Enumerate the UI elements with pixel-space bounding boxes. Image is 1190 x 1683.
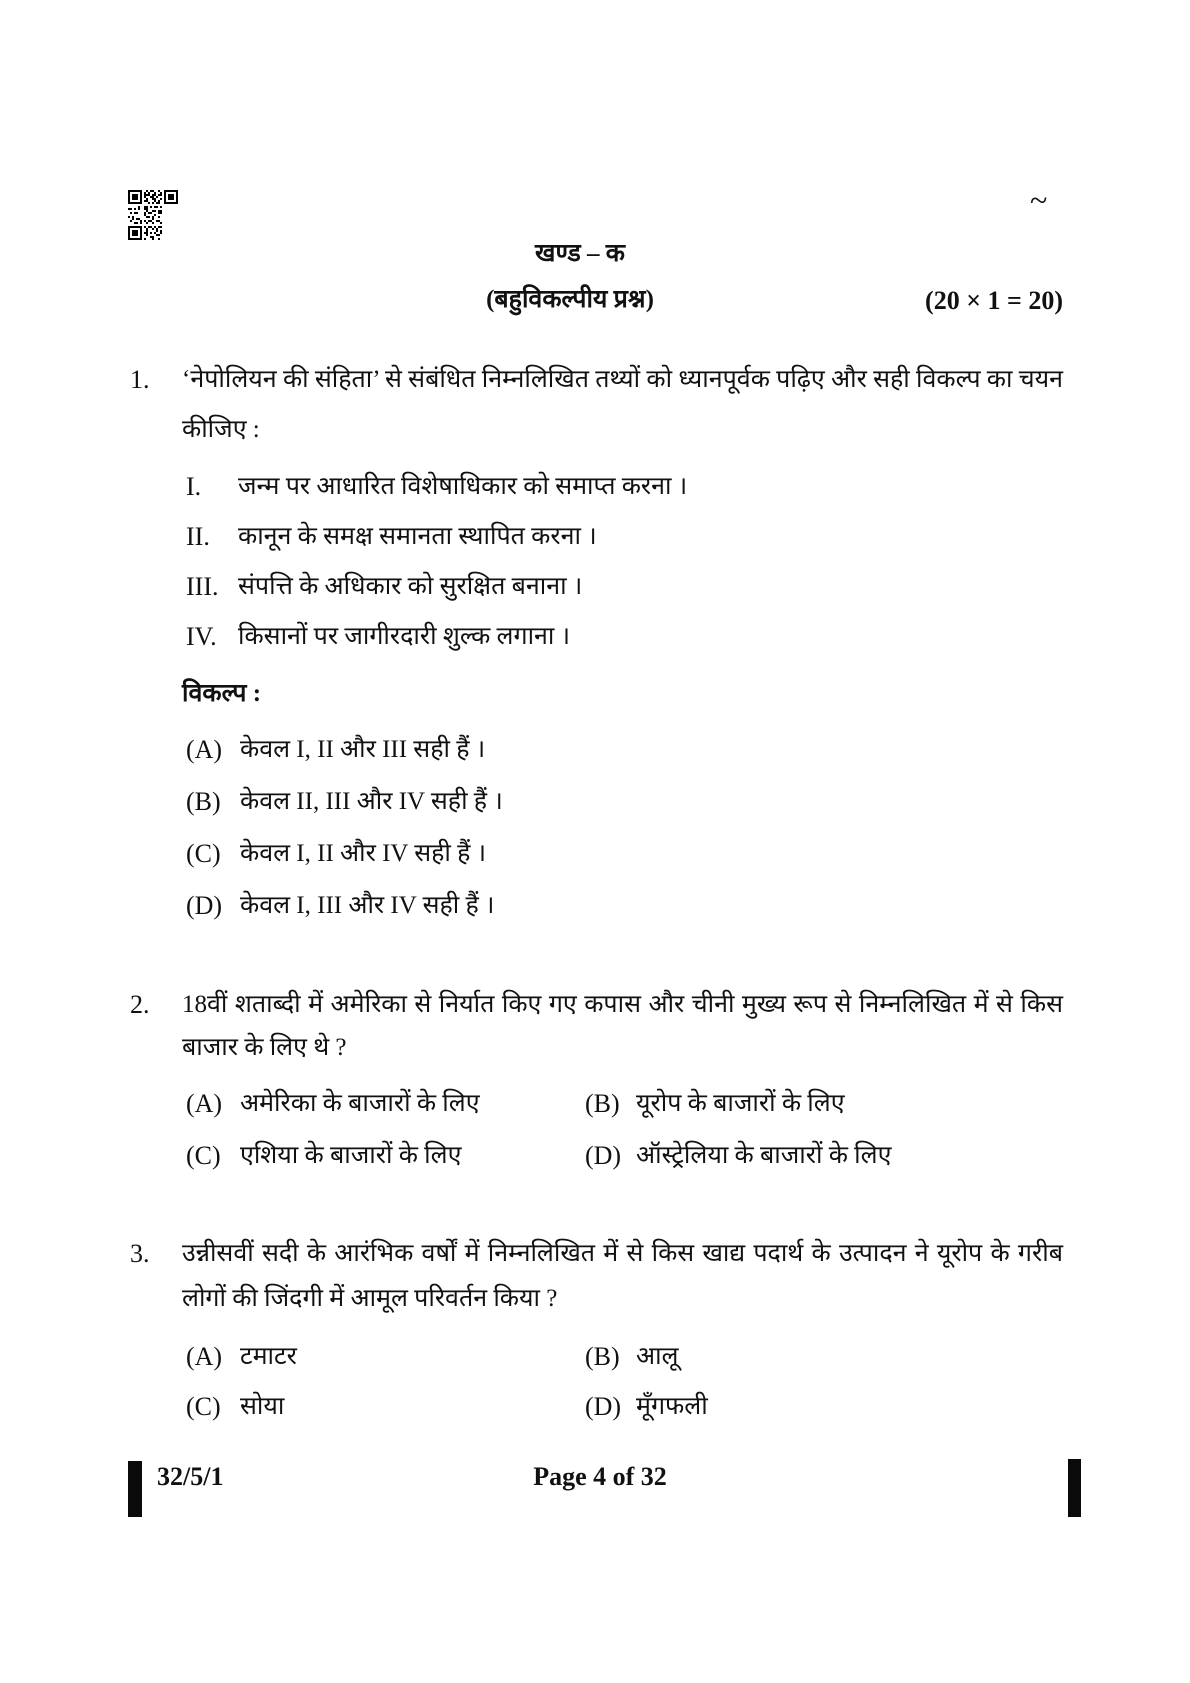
option-text: टमाटर [240, 1343, 297, 1370]
option-text: मूँगफली [636, 1393, 708, 1420]
question-text-line: कीजिए : [182, 416, 260, 443]
question-number: 1. [130, 365, 150, 394]
option-text: केवल II, III और IV सही हैं । [240, 788, 503, 815]
footer-left-bar [128, 1461, 142, 1517]
option-label: (A) [186, 1342, 223, 1371]
statement-label: II. [186, 522, 210, 551]
option-label: (D) [585, 1141, 622, 1170]
option-text: ऑस्ट्रेलिया के बाजारों के लिए [636, 1142, 892, 1169]
question-number: 3. [130, 1239, 150, 1268]
option-label: (B) [585, 1089, 620, 1118]
footer-right-bar [1068, 1459, 1081, 1517]
option-text: केवल I, II और IV सही हैं । [240, 840, 487, 867]
qr-code [128, 190, 178, 240]
statement-text: जन्म पर आधारित विशेषाधिकार को समाप्त करना । [238, 473, 688, 500]
statement-label: III. [186, 572, 219, 601]
question-text-line: ‘नेपोलियन की संहिता’ से संबंधित निम्नलिखित तथ्यों को ध्यानपूर्वक पढ़िए और सही विकल्प का चयन [182, 366, 1063, 393]
option-label: (B) [585, 1342, 620, 1371]
option-text: आलू [636, 1343, 679, 1370]
question-number: 2. [130, 990, 150, 1019]
option-label: (D) [186, 891, 223, 920]
option-text: केवल I, II और III सही हैं । [240, 736, 486, 763]
option-text: सोया [240, 1393, 285, 1420]
statement-text: संपत्ति के अधिकार को सुरक्षित बनाना । [238, 573, 583, 600]
option-label: (D) [585, 1392, 622, 1421]
footer-page-number: Page 4 of 32 [533, 1462, 667, 1491]
option-label: (C) [186, 839, 221, 868]
marks-label: (20 × 1 = 20) [925, 286, 1063, 315]
option-label: (A) [186, 1089, 223, 1118]
option-label: (B) [186, 787, 221, 816]
statement-label: IV. [186, 622, 217, 651]
question-text-line: 18वीं शताब्दी में अमेरिका से निर्यात किए गए कपास और चीनी मुख्य रूप से निम्नलिखित में से किस [182, 991, 1063, 1018]
statement-text: कानून के समक्ष समानता स्थापित करना । [238, 523, 597, 550]
question-text-line: उन्नीसवीं सदी के आरंभिक वर्षों में निम्नलिखित में से किस खाद्य पदार्थ के उत्पादन ने यूरोप के गरीब [182, 1240, 1063, 1267]
option-text: यूरोप के बाजारों के लिए [636, 1090, 845, 1117]
footer-code: 32/5/1 [157, 1462, 224, 1491]
section-subtitle: (बहुविकल्पीय प्रश्न) [486, 286, 654, 313]
option-text: केवल I, III और IV सही हैं । [240, 892, 495, 919]
option-text: एशिया के बाजारों के लिए [240, 1142, 462, 1169]
option-text: अमेरिका के बाजारों के लिए [240, 1090, 480, 1117]
option-label: (A) [186, 735, 223, 764]
option-label: (C) [186, 1392, 221, 1421]
tilde-mark: ~ [1030, 182, 1048, 218]
section-title: खण्ड – क [535, 240, 625, 267]
statement-text: किसानों पर जागीरदारी शुल्क लगाना । [238, 623, 571, 650]
options-heading: विकल्प : [182, 680, 262, 707]
question-text-line: लोगों की जिंदगी में आमूल परिवर्तन किया ? [182, 1285, 558, 1312]
option-label: (C) [186, 1141, 221, 1170]
statement-label: I. [186, 472, 202, 501]
question-text-line: बाजार के लिए थे ? [182, 1034, 347, 1061]
